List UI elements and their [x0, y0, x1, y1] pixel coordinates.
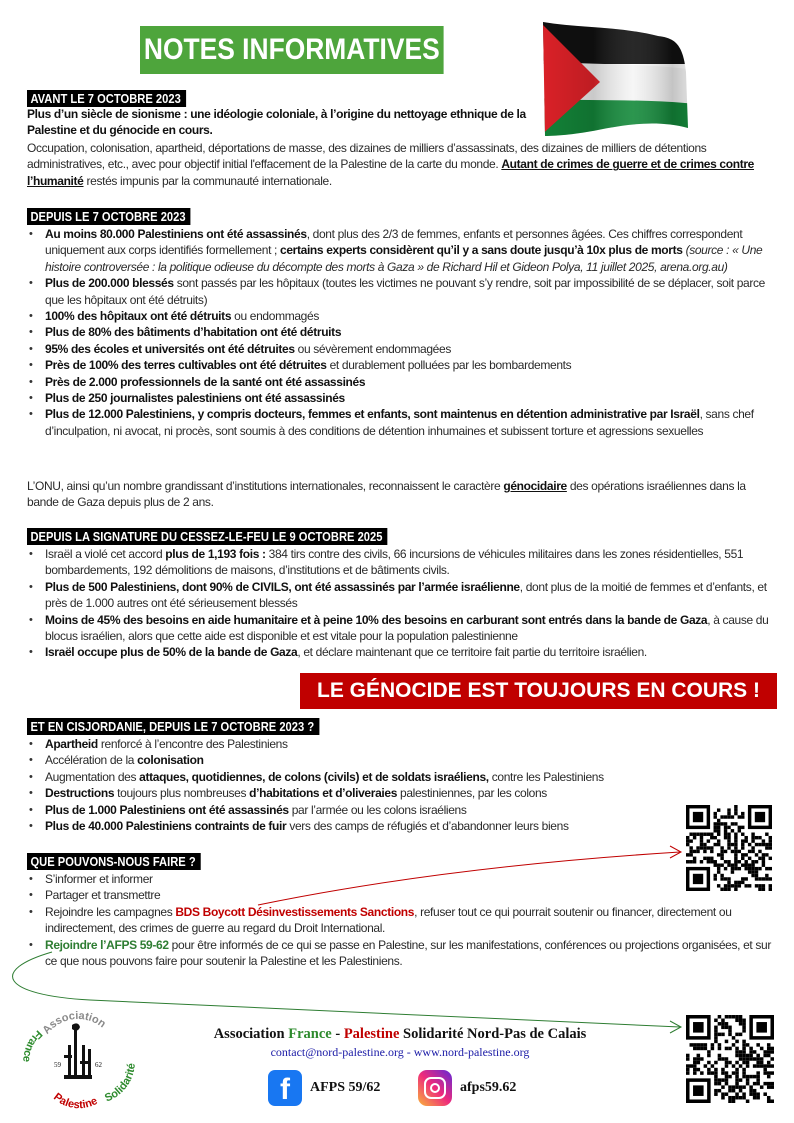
list-item	[27, 226, 772, 275]
logo-num-left: 59	[54, 1061, 61, 1069]
list-item	[27, 612, 772, 645]
svg-text:France	[20, 1028, 44, 1063]
afps-logo	[18, 1005, 138, 1115]
item-text: , sans chef d’inculpation, ni avocat, ni procès, sont soumis à des conditions de détention inhumaines et subissent torture et agressions sexuelles	[45, 407, 754, 438]
list-item	[27, 871, 772, 887]
list-item	[27, 802, 667, 818]
list-item	[27, 324, 772, 340]
item-text: Partager et transmettre	[45, 888, 161, 903]
facebook-label: AFPS 59/62	[310, 1080, 381, 1095]
closing-text: L’ONU, ainsi qu’un nombre grandissant d’institutions internationales, reconnaissent le caractère	[27, 479, 501, 493]
genocide-banner: LE GÉNOCIDE EST TOUJOURS EN COURS !	[300, 673, 777, 709]
item-bold: Plus de 40.000 Palestiniens contraints de fuir	[45, 819, 287, 834]
org-pre: Association	[213, 1026, 285, 1042]
logo-num-right: 62	[95, 1061, 102, 1069]
before-body-text: Occupation, colonisation, apartheid, déportations de masse, des dizaines de milliers d’assassinats, des dizaines de milliers de détentions administratives, etc., avec pour objectif initial l'effacement de la Palestine de la carte du monde.	[27, 141, 707, 172]
item-text: sont passés par les hôpitaux (toutes les victimes ne pouvant s’y rendre, soit par impossibilité de se déplacer, soit parce que les hôpitaux ont été détruits)	[45, 276, 765, 307]
page-title: NOTES INFORMATIVES	[140, 26, 444, 74]
arrow-head-bottom	[670, 1021, 681, 1033]
facebook-link[interactable]	[268, 1070, 380, 1106]
item-bold: Plus de 500 Palestiniens, dont 90% de CIVILS, ont été assassinés par l’armée israélienne	[45, 579, 520, 594]
item-bold: attaques, quotidiennes, de colons (civils) et de soldats israéliens,	[139, 769, 489, 784]
list-item	[27, 752, 667, 768]
instagram-link[interactable]	[418, 1070, 516, 1106]
before-body-end: restés impunis par la communauté internationale.	[86, 173, 332, 188]
westbank-list	[27, 736, 667, 834]
closing-end: des opérations israéliennes dans la bande de Gaza depuis plus de 2 ans.	[27, 479, 746, 510]
item-pre: Augmentation des	[45, 769, 137, 784]
item-text: pour être informés de ce qui se passe en Palestine, sur les manifestations, conférences ou projections organisées, et sur ce que nous pouvons faire pour soutenir la Palestine et les Palestiniens.	[45, 937, 772, 969]
website-link[interactable]: www.nord-palestine.org	[413, 1045, 530, 1059]
list-item	[27, 769, 667, 785]
section-heading-westbank: ET EN CISJORDANIE, DEPUIS LE 7 OCTOBRE 2023 ?	[27, 718, 319, 735]
item-bold: Plus de 250 journalistes palestiniens ont été assassinés	[45, 391, 345, 406]
join-afps-link[interactable]: Rejoindre l’AFPS 59-62	[45, 937, 169, 952]
org-sep: -	[335, 1026, 341, 1042]
facebook-icon: f	[268, 1070, 302, 1106]
list-item	[27, 785, 667, 801]
instagram-label: afps59.62	[460, 1080, 517, 1095]
list-item	[27, 937, 772, 970]
item-bold: Plus de 1.000 Palestiniens ont été assassinés	[45, 802, 289, 817]
item-bold: Israël occupe plus de 50% de la bande de Gaza	[45, 645, 298, 660]
item-text: ou sévèrement endommagées	[297, 341, 451, 356]
item-bold: 100% des hôpitaux ont été détruits	[45, 309, 232, 324]
footer-org-name	[190, 1026, 610, 1043]
list-item	[27, 341, 772, 357]
qr-code-icon	[686, 1015, 774, 1103]
list-item	[27, 579, 772, 612]
item-bold: Au moins 80.000 Palestiniens ont été assassinés	[45, 227, 307, 241]
item-text: par l’armée ou les colons israéliens	[291, 802, 467, 817]
logo-right-text: Solidarité	[103, 1062, 138, 1105]
before-lead-text: Plus d’un siècle de sionisme : une idéologie coloniale, à l’origine du nettoyage ethnique de la Palestine et du génocide en cours.	[27, 107, 526, 138]
section-heading-since: DEPUIS LE 7 OCTOBRE 2023	[27, 208, 191, 225]
item-text: renforcé à l’encontre des Palestiniens	[100, 737, 288, 751]
item-bold: Moins de 45% des besoins en aide humanitaire et à peine 10% des besoins en carburant sont entrés dans la bande de Gaza	[45, 612, 708, 627]
item-bold: 95% des écoles et universités ont été détruites	[45, 341, 295, 356]
item-bold: Apartheid	[45, 737, 98, 751]
item-text: contre les Palestiniens	[491, 769, 604, 784]
since-closing	[27, 478, 772, 511]
item-bold-2: d’habitations et d’oliveraies	[249, 786, 398, 801]
section-heading-before: AVANT LE 7 OCTOBRE 2023	[27, 90, 186, 107]
footer-contact	[190, 1045, 610, 1060]
list-item	[27, 275, 772, 308]
arabic-calligraphy-icon	[64, 1023, 92, 1079]
logo-top-text: Association	[40, 1009, 108, 1037]
arrow-head-top	[670, 846, 681, 858]
item-bold: colonisation	[137, 753, 204, 768]
item-text-2: palestiniennes, par les colons	[400, 786, 547, 801]
before-body-emphasis: Autant de crimes de guerre et de crimes contre l’humanité	[27, 157, 755, 188]
item-text: , à cause du blocus israélien, alors que cette aide est disponible et est vitale pour la population palestinienne	[45, 612, 769, 644]
item-bold: Près de 100% des terres cultivables ont été détruites	[45, 358, 327, 373]
org-palestine: Palestine	[343, 1026, 400, 1042]
logo-left-text: France	[20, 1027, 45, 1063]
item-pre: Rejoindre les campagnes	[45, 904, 173, 919]
qr-code-bottom[interactable]	[686, 1015, 774, 1103]
action-list	[27, 871, 772, 969]
item-text: , refuser tout ce qui pourrait soutenir ou financer, directement ou indirectement, des crimes de guerre au regard du Droit International.	[45, 904, 732, 936]
bds-link[interactable]: BDS Boycott Désinvestissements Sanctions	[175, 904, 415, 919]
item-text: et durablement polluées par les bombardements	[329, 358, 572, 373]
item-bold: plus de 1,193 fois :	[165, 547, 266, 561]
list-item	[27, 904, 772, 937]
palestine-flag-icon	[538, 20, 696, 138]
item-text: , et déclare maintenant que ce territoire fait partie du territoire israélien.	[297, 645, 647, 660]
before-lead	[27, 106, 527, 139]
list-item	[27, 887, 772, 903]
section-heading-ceasefire: DEPUIS LA SIGNATURE DU CESSEZ-LE-FEU LE 9 OCTOBRE 2025	[27, 528, 388, 545]
list-item	[27, 546, 772, 579]
item-pre: Accélération de la	[45, 753, 135, 768]
instagram-icon	[418, 1070, 452, 1106]
email-link[interactable]: contact@nord-palestine.org	[270, 1045, 404, 1059]
svg-text:Solidarité	[103, 1063, 138, 1105]
list-item	[27, 406, 772, 439]
item-text: S’informer et informer	[45, 872, 153, 886]
ceasefire-list	[27, 546, 772, 661]
list-item	[27, 390, 772, 406]
item-source: (source : « Une histoire controversée : la politique odieuse du décompte des morts à Gaza » de Richard Hil et Gideon Polya, 11 juillet 2025, arena.org.au)	[45, 243, 763, 274]
item-text: vers des camps de réfugiés et d’abandonner leurs biens	[289, 819, 569, 834]
item-bold: Près de 2.000 professionnels de la santé ont été assassinés	[45, 374, 366, 389]
org-france: France	[288, 1026, 332, 1042]
svg-text:Palestine	[51, 1091, 99, 1111]
contact-sep: -	[406, 1045, 411, 1059]
before-body	[27, 140, 772, 189]
item-bold: Destructions	[45, 786, 115, 801]
item-bold-2: certains experts considèrent qu’il y a sans doute jusqu’à 10x plus de morts	[280, 243, 683, 258]
list-item	[27, 308, 772, 324]
list-item	[27, 736, 667, 752]
section-heading-action: QUE POUVONS-NOUS FAIRE ?	[27, 853, 201, 870]
item-text: 384 tirs contre des civils, 66 incursions de véhicules militaires dans les zones résidentielles, 551 bombardements, 192 démolitions de maisons, d’institutions et de bâtiments civils.	[45, 547, 744, 578]
list-item	[27, 818, 667, 834]
closing-emphasis: génocidaire	[503, 479, 567, 493]
list-item	[27, 644, 772, 660]
logo-bottom-text: Palestine	[51, 1091, 100, 1112]
list-item	[27, 357, 772, 373]
item-text: , dont plus des 2/3 de femmes, enfants et personnes âgées. Ces chiffres correspondent uniquement aux corps identifiés formellement ;	[45, 227, 743, 258]
item-bold: Plus de 200.000 blessés	[45, 276, 174, 291]
item-pre: Israël a violé cet accord	[45, 547, 163, 561]
item-text: , dont plus de la moitié de femmes et d’enfants, et près de 1.000 autres ont été sérieusement blessés	[45, 579, 767, 611]
item-bold: Plus de 12.000 Palestiniens, y compris docteurs, femmes et enfants, sont maintenus en détention administrative par Israël	[45, 407, 700, 422]
item-text: ou endommagés	[234, 309, 319, 324]
org-post: Solidarité Nord-Pas de Calais	[403, 1026, 587, 1042]
item-text: toujours plus nombreuses	[117, 786, 247, 801]
item-bold: Plus de 80% des bâtiments d’habitation ont été détruits	[45, 325, 342, 340]
since-list	[27, 226, 772, 439]
list-item	[27, 374, 772, 390]
